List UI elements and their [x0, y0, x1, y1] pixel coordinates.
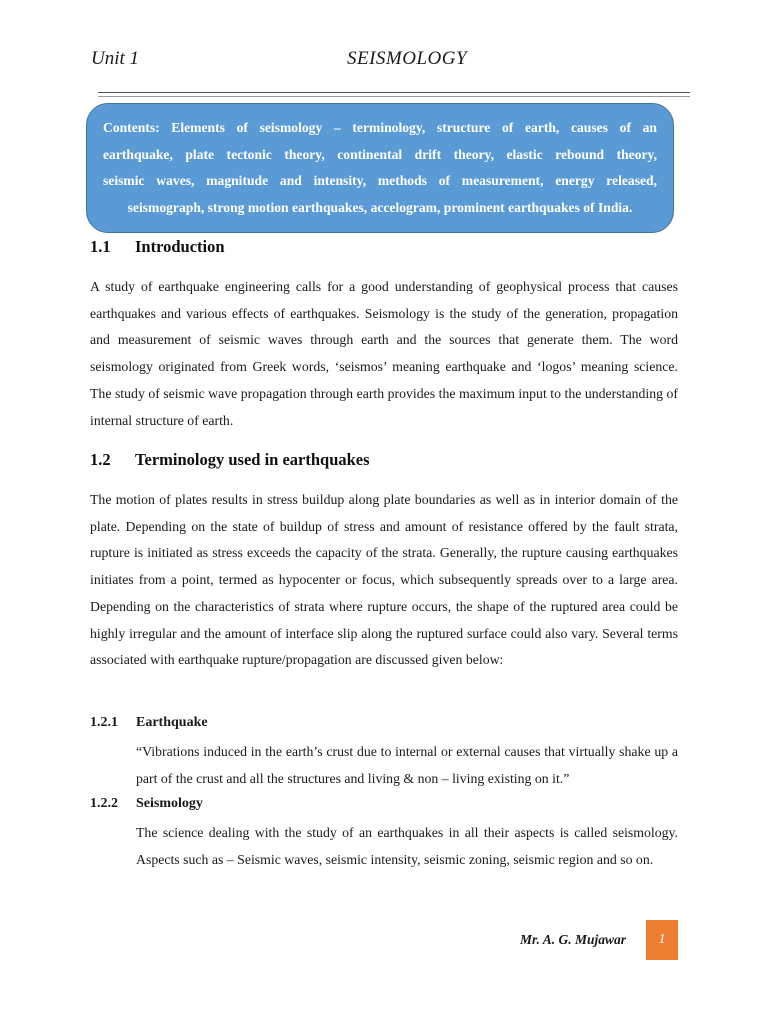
section-title: Introduction — [135, 237, 225, 256]
page-number-badge: 1 — [646, 920, 678, 960]
subsection-title: Earthquake — [136, 715, 208, 730]
subsection-title: Seismology — [136, 796, 203, 811]
subsection-number: 1.2.1 — [90, 715, 118, 730]
introduction-paragraph: A study of earthquake engineering calls for a good understanding of geophysical process that causes earthquakes and various effects of earthquakes. Seismology is the study of the generation, propagation and measurement of seismic waves through earth and the sources that generate them. The word seismology originated from Greek words, ‘seismos’ meaning earthquake and ‘logos’ meaning science. The study of seismic wave propagation through earth provides the maximum input to the understanding of internal structure of earth. — [90, 279, 678, 428]
subsection-heading-earthquake — [90, 715, 208, 731]
earthquake-definition: “Vibrations induced in the earth’s crust due to internal or external causes that virtually shake up a part of the crust and all the structures and living & non – living existing on it.” — [136, 744, 678, 786]
contents-box — [86, 103, 674, 233]
header-title: SEISMOLOGY — [347, 48, 468, 69]
section-number: 1.2 — [90, 450, 111, 469]
section-number: 1.1 — [90, 237, 111, 256]
seismology-definition: The science dealing with the study of an earthquakes in all their aspects is called seismology. Aspects such as – Seismic waves, seismic intensity, seismic zoning, seismic region and so on. — [136, 825, 678, 867]
contents-line: seismograph, strong motion earthquakes, accelogram, prominent earthquakes of India. — [127, 199, 633, 215]
subsection-heading-seismology — [90, 796, 203, 812]
header-unit-label: Unit 1 — [91, 48, 140, 69]
terminology-paragraph: The motion of plates results in stress buildup along plate boundaries as well as in interior domain of the plate. Depending on the state of buildup of stress and amount of resistance offered by the fault strata, rupture is initiated as stress exceeds the capacity of the strata. Generally, the rupture causing earthquakes initiates from a point, termed as hypocenter or focus, which subsequently spreads over to a large area. Depending on the characteristics of strata where rupture occurs, the shape of the ruptured area could be highly irregular and the amount of interface slip along the ruptured surface could also vary. Several terms associated with earthquake rupture/propagation are discussed given below: — [90, 492, 678, 668]
header-divider-secondary — [98, 96, 690, 97]
subsection-number: 1.2.2 — [90, 796, 118, 811]
header-divider — [98, 92, 690, 93]
section-heading-terminology — [90, 450, 370, 470]
section-heading-introduction — [90, 237, 225, 257]
section-title: Terminology used in earthquakes — [135, 450, 370, 469]
contents-line: earthquake, plate tectonic theory, continental drift theory, elastic rebound theory, — [103, 146, 657, 162]
contents-line: seismic waves, magnitude and intensity, methods of measurement, energy released, — [103, 173, 657, 188]
footer-author: Mr. A. G. Mujawar — [520, 932, 627, 947]
contents-line: Contents: Elements of seismology – terminology, structure of earth, causes of an — [103, 120, 657, 135]
